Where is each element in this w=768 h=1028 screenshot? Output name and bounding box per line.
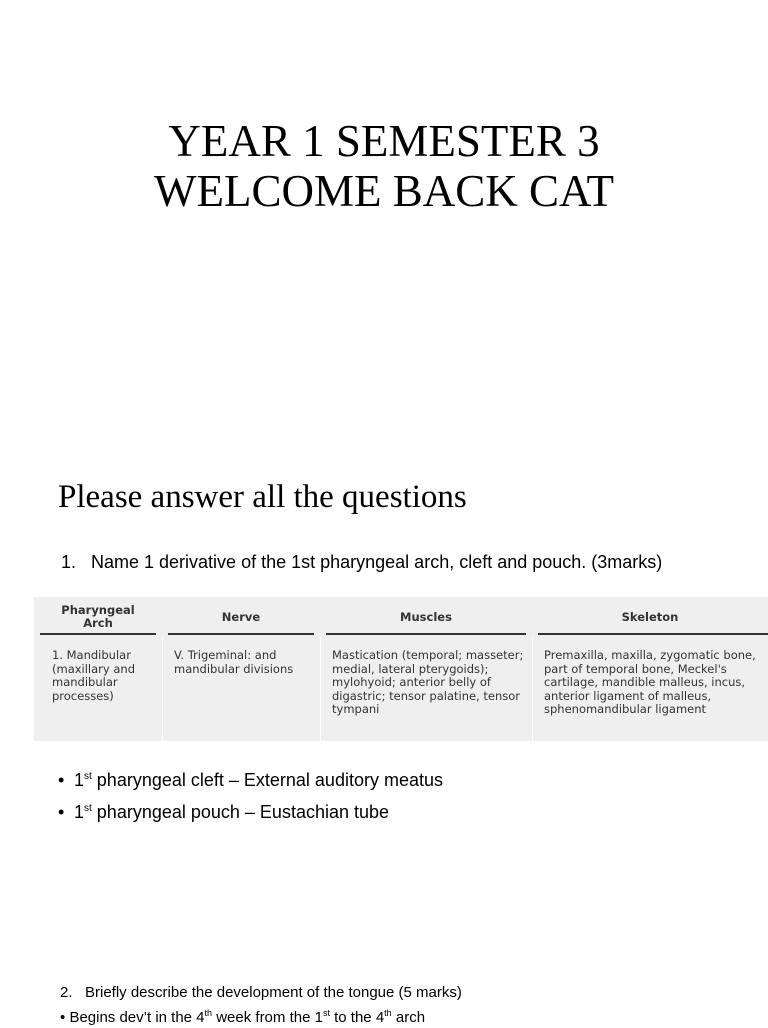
question-1-text: Name 1 derivative of the 1st pharyngeal arch, cleft and pouch. (3marks) [91, 552, 663, 572]
bullet-icon: • [60, 1009, 66, 1026]
slide-title [0, 116, 768, 216]
list-item: • Begins dev’t in the 4th week from the 1st to the 4th arch [60, 1008, 426, 1026]
list-item: • 1st pharyngeal pouch – Eustachian tube [58, 802, 390, 822]
answer-1-list [58, 768, 443, 832]
pharyngeal-arch-table [34, 597, 768, 741]
list-item: • 1st pharyngeal cleft – External auditory meatus [58, 770, 443, 790]
table-header-nerve: Nerve [221, 609, 261, 624]
table-cell-muscles: Mastication (temporal; masseter; medial, lateral pterygoids); mylohyoid; anterior belly of digastric; tensor palatine, tensor tympani [332, 648, 524, 717]
question-1-number: 1. [61, 552, 77, 572]
bullet-icon: • [58, 770, 65, 790]
question-1 [61, 550, 701, 574]
title-line-1: YEAR 1 SEMESTER 3 [168, 116, 600, 166]
table-cell-nerve: V. Trigeminal: and mandibular divisions [174, 648, 294, 676]
title-line-2: WELCOME BACK CAT [154, 166, 614, 216]
question-2-text: Briefly describe the development of the tongue (5 marks) [85, 984, 462, 1001]
bullet-icon: • [58, 802, 65, 822]
table-column-skeleton [532, 597, 768, 741]
question-2 [60, 983, 462, 1003]
table-column-nerve [162, 597, 320, 741]
question-2-number: 2. [60, 984, 73, 1001]
section-heading: Please answer all the questions [58, 479, 467, 515]
table-header-muscles: Muscles [400, 609, 452, 624]
table-cell-skeleton: Premaxilla, maxilla, zygomatic bone, part of temporal bone, Meckel's cartilage, mandible malleus, incus, anterior ligament of malleus, sphenomandibular ligament [544, 648, 756, 717]
table-header-arch: Pharyngeal Arch [61, 603, 135, 630]
table-column-muscles [320, 597, 532, 741]
table-cell-arch: 1. Mandibular (maxillary and mandibular processes) [52, 648, 135, 703]
table-header-skeleton: Skeleton [621, 609, 679, 624]
table-column-arch [34, 597, 162, 741]
